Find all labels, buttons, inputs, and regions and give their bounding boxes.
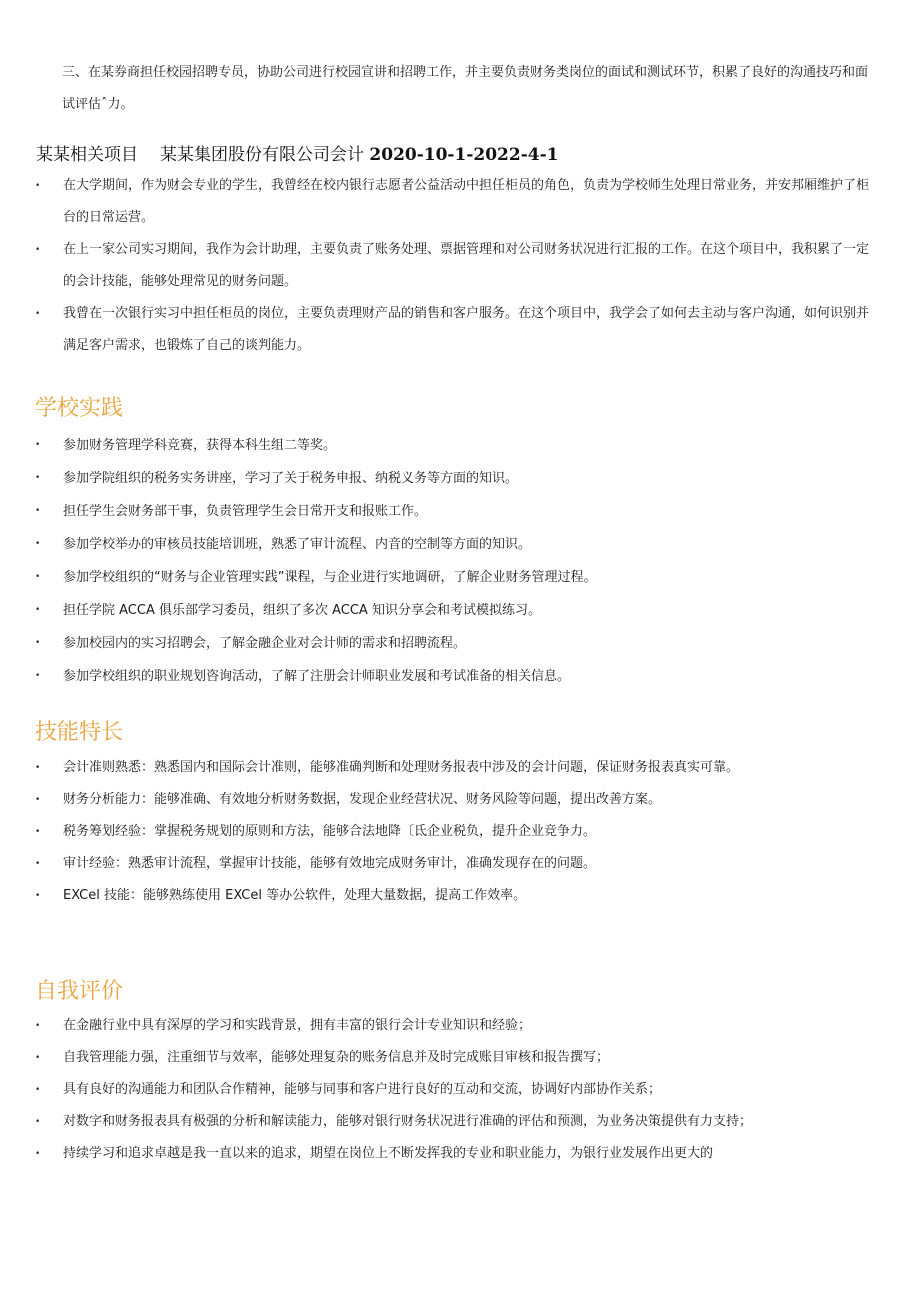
project-title — [36, 141, 558, 169]
bullet-icon: • — [35, 763, 41, 773]
list-item: • 参加学校组织的“财务与企业管理实践”课程，与企业进行实地调研，了解企业财务管理过程。 — [0, 561, 873, 594]
bullet-icon: • — [35, 440, 41, 450]
list-item: • 在大学期间，作为财会专业的学生，我曾经在校内银行志愿者公益活动中担任柜员的角色，负责为学校师生处理日常业务，并安邦厢维护了柜台的日常运营。 — [0, 170, 873, 234]
school-list — [0, 429, 873, 693]
list-item: • 会计准则熟悉：熟悉国内和国际会计准则，能够准确判断和处理财务报表中涉及的会计问题，保证财务报表真实可靠。 — [0, 752, 763, 784]
list-item: • EXCel 技能：能够熟练使用 EXCel 等办公软件，处理大量数据，提高工作效率。 — [0, 880, 763, 912]
project-company: 某某集团股份有限公司会计 — [160, 145, 364, 165]
list-item: • 在金融行业中具有深厚的学习和实践背景，拥有丰富的银行会计专业知识和经验； — [0, 1010, 768, 1042]
bullet-icon: • — [35, 473, 41, 483]
list-item: • 担任学院 ACCA 俱乐部学习委员，组织了多次 ACCA 知识分享会和考试模拟练习。 — [0, 594, 873, 627]
list-item: • 担任学生会财务部干事，负责管理学生会日常开支和报账工作。 — [0, 495, 873, 528]
project-label: 某某相关项目 — [36, 145, 138, 165]
evaluation-heading: 自我评价 — [35, 979, 124, 1004]
list-item: • 审计经验：熟悉审计流程，掌握审计技能，能够有效地完成财务审计，准确发现存在的问题。 — [0, 848, 763, 880]
list-item: • 我曾在一次银行实习中担任柜员的岗位，主要负责理财产品的销售和客户服务。在这个项目中，我学会了如何去主动与客户沟通，如何识别并满足客户需求，也锻炼了自己的谈判能力。 — [0, 298, 873, 362]
list-item: • 参加学校举办的审核员技能培训班，熟悉了审计流程、内音的空制等方面的知识。 — [0, 528, 873, 561]
bullet-icon: • — [35, 859, 41, 869]
list-item: • 自我管理能力强，注重细节与效率，能够处理复杂的账务信息并及时完成账目审核和报告撰写； — [0, 1042, 768, 1074]
list-item: • 参加学校组织的职业规划咨询活动，了解了注册会计师职业发展和考试准备的相关信息。 — [0, 660, 873, 693]
project-list — [0, 170, 873, 362]
bullet-icon: • — [35, 245, 41, 255]
project-date: 2020-10-1-2022-4-1 — [369, 145, 559, 165]
bullet-icon: • — [35, 572, 41, 582]
list-item: • 持续学习和追求卓越是我一直以来的追求，期望在岗位上不断发挥我的专业和职业能力，为银行业发展作出更大的 — [0, 1138, 768, 1170]
bullet-icon: • — [35, 539, 41, 549]
bullet-icon: • — [35, 605, 41, 615]
list-item: • 税务筹划经验：掌握税务规划的原则和方法，能够合法地降〔氐企业税负，提升企业竞争力。 — [0, 816, 763, 848]
list-item: • 参加学院组织的税务实务讲座，学习了关于税务申报、纳税义务等方面的知识。 — [0, 462, 873, 495]
list-item: • 参加校园内的实习招聘会，了解金融企业对会计师的需求和招聘流程。 — [0, 627, 873, 660]
bullet-icon: • — [35, 671, 41, 681]
list-item: • 在上一家公司实习期间，我作为会计助理，主要负责了账务处理、票据管理和对公司财务状况进行汇报的工作。在这个项目中，我积累了一定的会计技能，能够处理常见的财务问题。 — [0, 234, 873, 298]
bullet-icon: • — [35, 827, 41, 837]
list-item: • 具有良好的沟通能力和团队合作精神，能够与同事和客户进行良好的互动和交流，协调好内部协作关系； — [0, 1074, 768, 1106]
list-item: • 财务分析能力：能够准确、有效地分析财务数据，发现企业经营状况、财务风险等问题，提出改善方案。 — [0, 784, 763, 816]
bullet-icon: • — [35, 1117, 41, 1127]
skills-list — [0, 752, 763, 912]
evaluation-list — [0, 1010, 768, 1170]
intro-paragraph: 三、在某券商担任校园招聘专员，协助公司进行校园宣讲和招聘工作，并主要负责财务类岗位的面试和测试环节，积累了良好的沟通技巧和面试评估ˆ力。 — [62, 65, 869, 112]
bullet-icon: • — [35, 1085, 41, 1095]
list-item: • 参加财务管理学科竞赛，获得本科生组二等奖。 — [0, 429, 873, 462]
bullet-icon: • — [35, 506, 41, 516]
bullet-icon: • — [35, 638, 41, 648]
bullet-icon: • — [35, 795, 41, 805]
bullet-icon: • — [35, 1149, 41, 1159]
bullet-icon: • — [35, 1053, 41, 1063]
bullet-icon: • — [35, 891, 41, 901]
skills-heading: 技能特长 — [35, 720, 124, 745]
bullet-icon: • — [35, 309, 41, 319]
list-item: • 对数字和财务报表具有极强的分析和解读能力，能够对银行财务状况进行准确的评估和预测，为业务决策提供有力支持； — [0, 1106, 768, 1138]
school-heading: 学校实践 — [35, 396, 124, 421]
bullet-icon: • — [35, 181, 41, 191]
bullet-icon: • — [35, 1021, 41, 1031]
